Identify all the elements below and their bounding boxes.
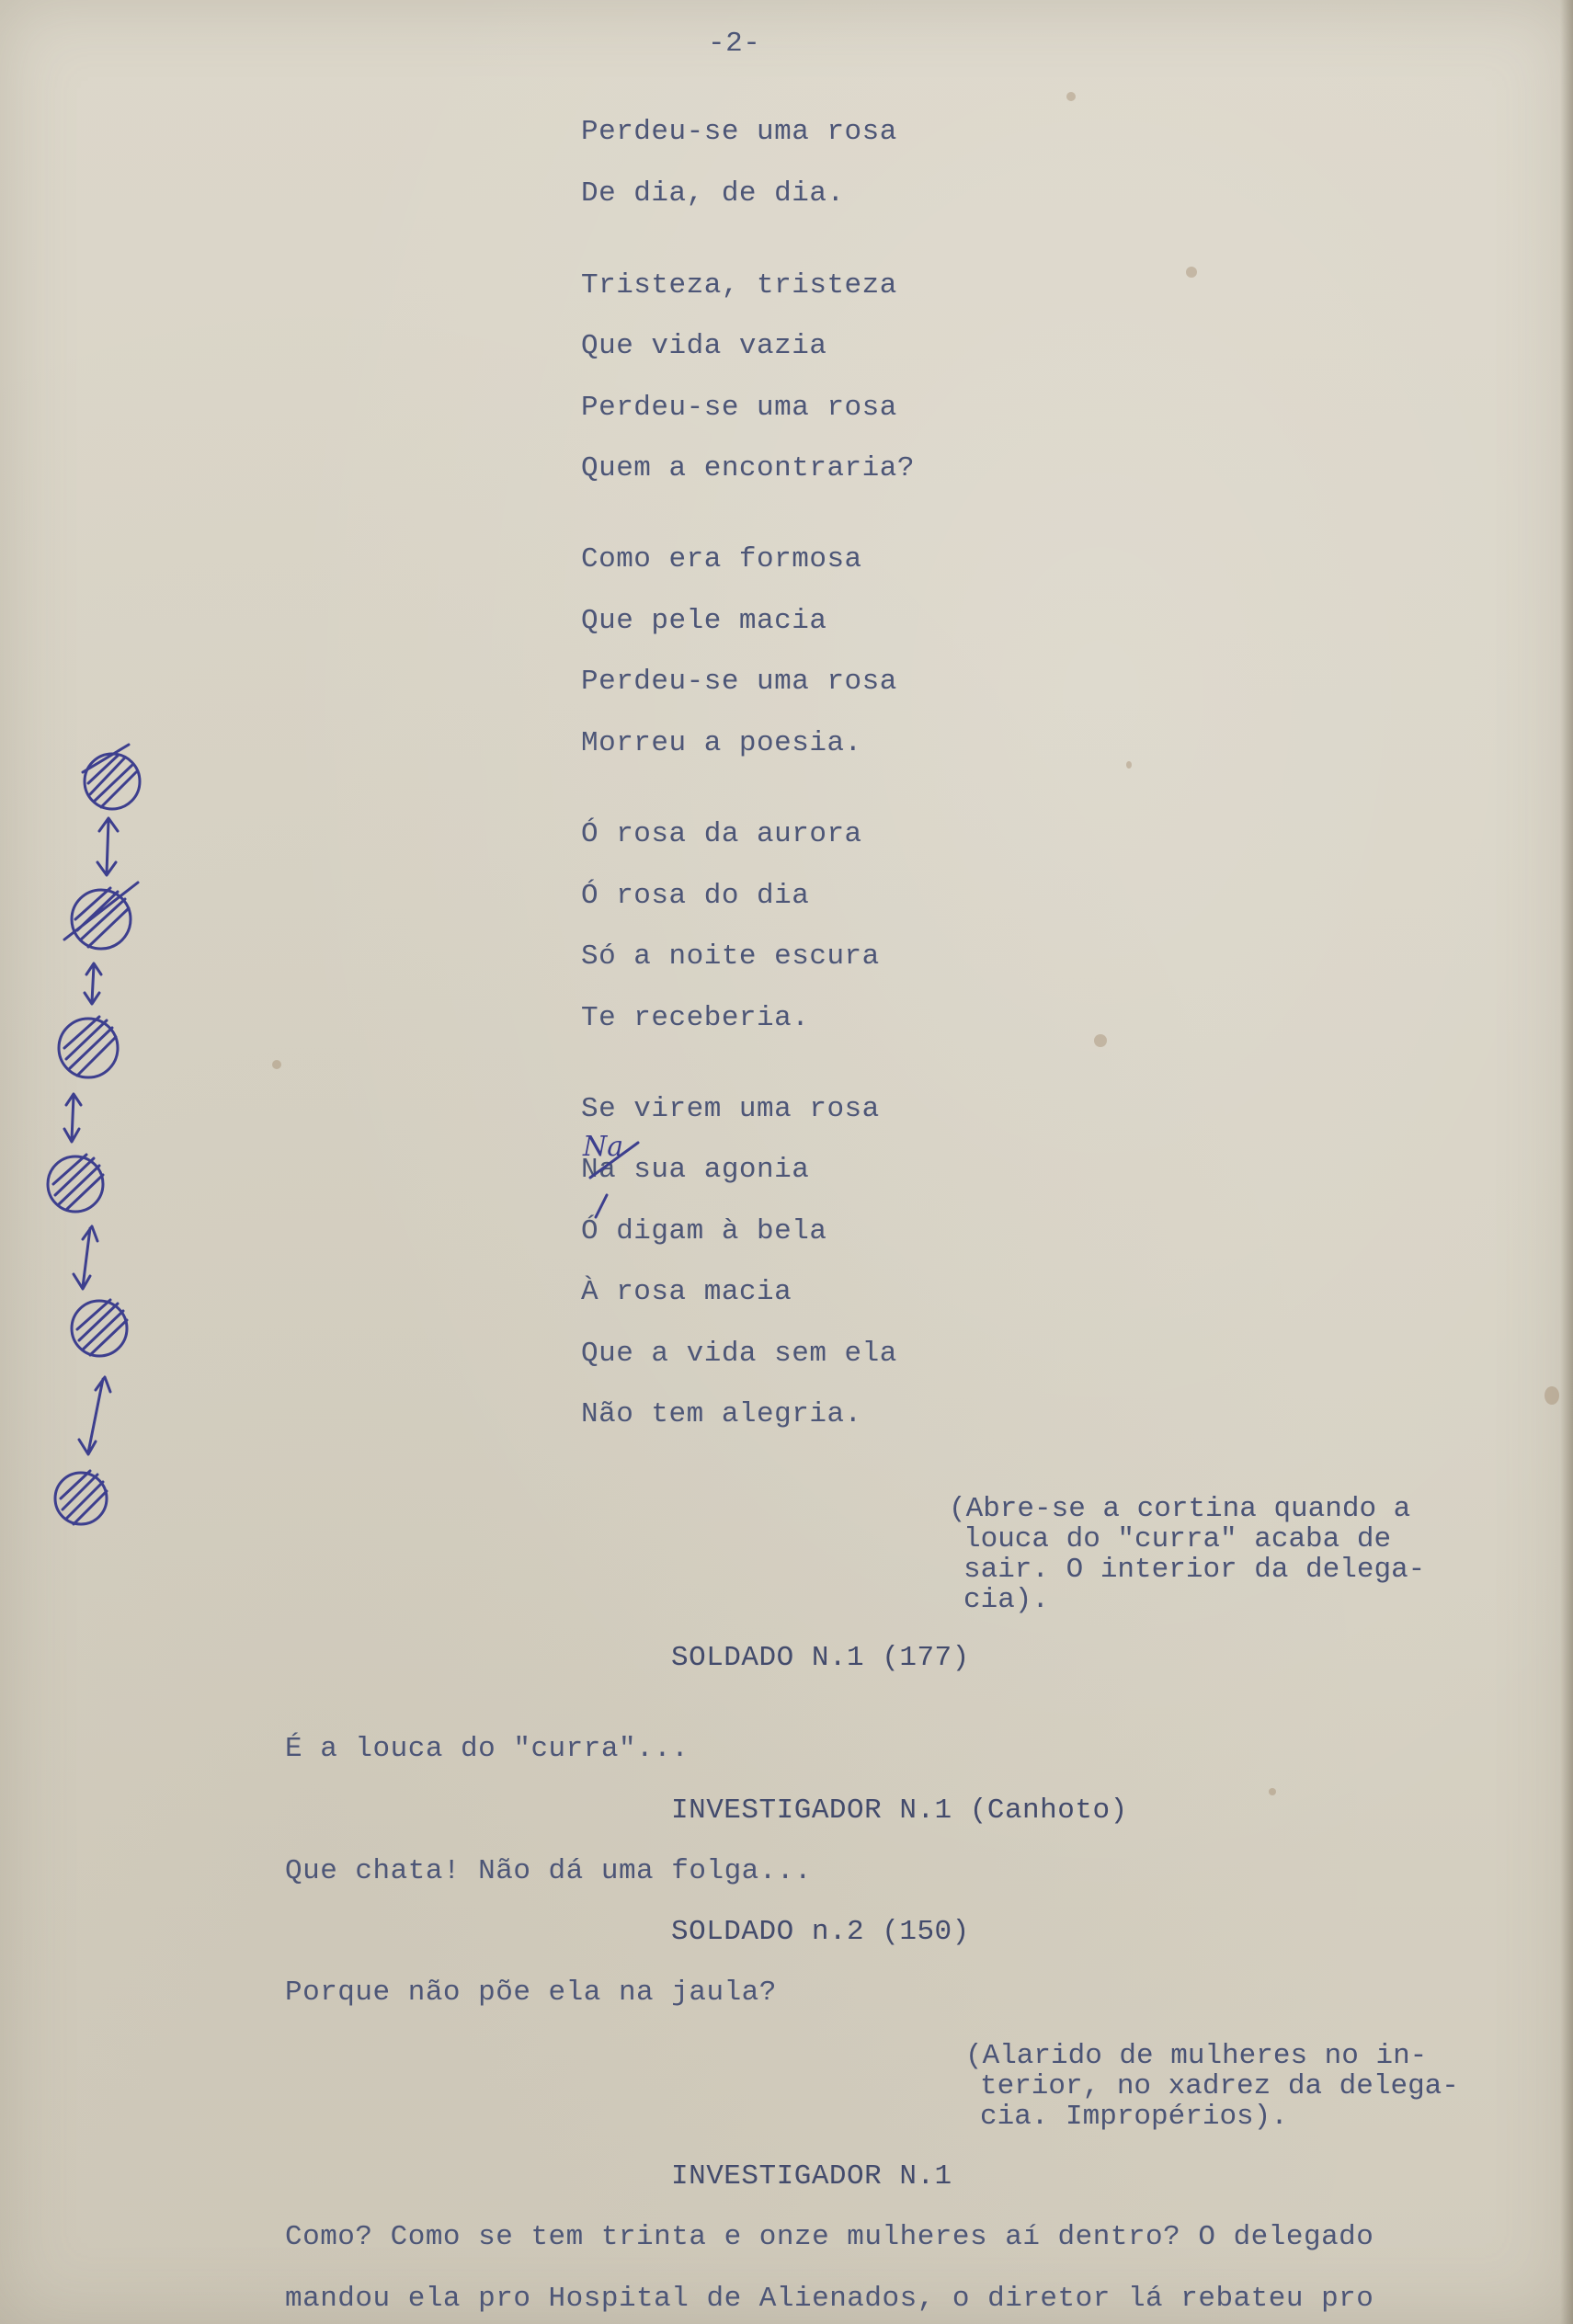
stage-direction-line: sair. O interior da delega- [963,1554,1426,1586]
paper-stain [1269,1788,1276,1795]
speaker-name: INVESTIGADOR N.1 [671,2160,952,2193]
speaker-name: SOLDADO n.2 (150) [671,1916,970,1948]
poem-line: Não tem alegria. [581,1398,862,1430]
handwritten-correction: Na [583,1131,624,1163]
double-arrow-icon [85,963,101,1004]
double-arrow-icon [74,1226,97,1289]
poem-line: Só a noite escura [581,940,880,973]
hatched-circle-icon [55,1471,107,1524]
page-edge-shadow [1560,0,1573,2324]
stage-direction-line: cia. Impropérios). [980,2101,1288,2133]
stage-direction-line: louca do "curra" acaba de [963,1523,1392,1555]
poem-line: Se virem uma rosa [581,1093,880,1125]
paper-stain [1186,267,1197,278]
hatched-circle-icon [48,1155,103,1212]
dialogue-line: Como? Como se tem trinta e onze mulheres aí dentro? O delegado [285,2221,1374,2253]
handwritten-accent-mark [588,1191,610,1219]
double-arrow-icon [97,818,118,875]
poem-line: Ó rosa do dia [581,880,810,912]
hatched-circle-icon [59,1017,118,1077]
poem-line: Como era formosa [581,543,862,575]
dialogue-line: mandou ela pro Hospital de Alienados, o diretor lá rebateu pro [285,2283,1374,2315]
paper-stain [1066,92,1076,101]
poem-line: Perdeu-se uma rosa [581,116,897,148]
stage-direction-line: cia). [963,1584,1050,1616]
dialogue-line: É a louca do "curra"... [285,1733,690,1765]
stage-direction-line: terior, no xadrez da delega- [980,2070,1459,2102]
paper-stain [1126,761,1132,769]
poem-line: Te receberia. [581,1002,810,1034]
dialogue-line: Porque não põe ela na jaula? [285,1977,777,2009]
double-arrow-icon [79,1377,110,1454]
stage-direction-line: (Alarido de mulheres no in- [965,2040,1428,2072]
poem-line: Tristeza, tristeza [581,269,897,302]
poem-line: De dia, de dia. [581,177,845,210]
speaker-name: INVESTIGADOR N.1 (Canhoto) [671,1794,1128,1827]
poem-line: Perdeu-se uma rosa [581,666,897,698]
margin-annotation-marks [37,735,175,1563]
paper-stain [1094,1034,1107,1047]
page-number: -2- [708,28,761,60]
poem-line: Que pele macia [581,605,827,637]
paper-stain [1545,1386,1559,1405]
hatched-circle-icon [83,745,140,809]
double-arrow-icon [64,1094,81,1142]
poem-line: Na sua agonia [581,1154,810,1186]
poem-line: À rosa macia [581,1276,792,1308]
speaker-name: SOLDADO N.1 (177) [671,1642,970,1674]
paper-stain [272,1060,281,1069]
dialogue-line: Que chata! Não dá uma folga... [285,1855,813,1887]
hatched-circle-icon [72,1300,127,1356]
stage-direction-line: (Abre-se a cortina quando a [949,1493,1411,1525]
poem-line: Quem a encontraria? [581,452,915,484]
poem-line: Ó rosa da aurora [581,818,862,850]
poem-line: Perdeu-se uma rosa [581,392,897,424]
handwritten-correction-mark [581,1126,645,1181]
poem-line: Ó digam à bela [581,1215,827,1247]
poem-line: Que a vida sem ela [581,1338,897,1370]
hatched-circle-icon [64,883,138,949]
poem-line: Que vida vazia [581,330,827,362]
poem-line: Morreu a poesia. [581,727,862,759]
